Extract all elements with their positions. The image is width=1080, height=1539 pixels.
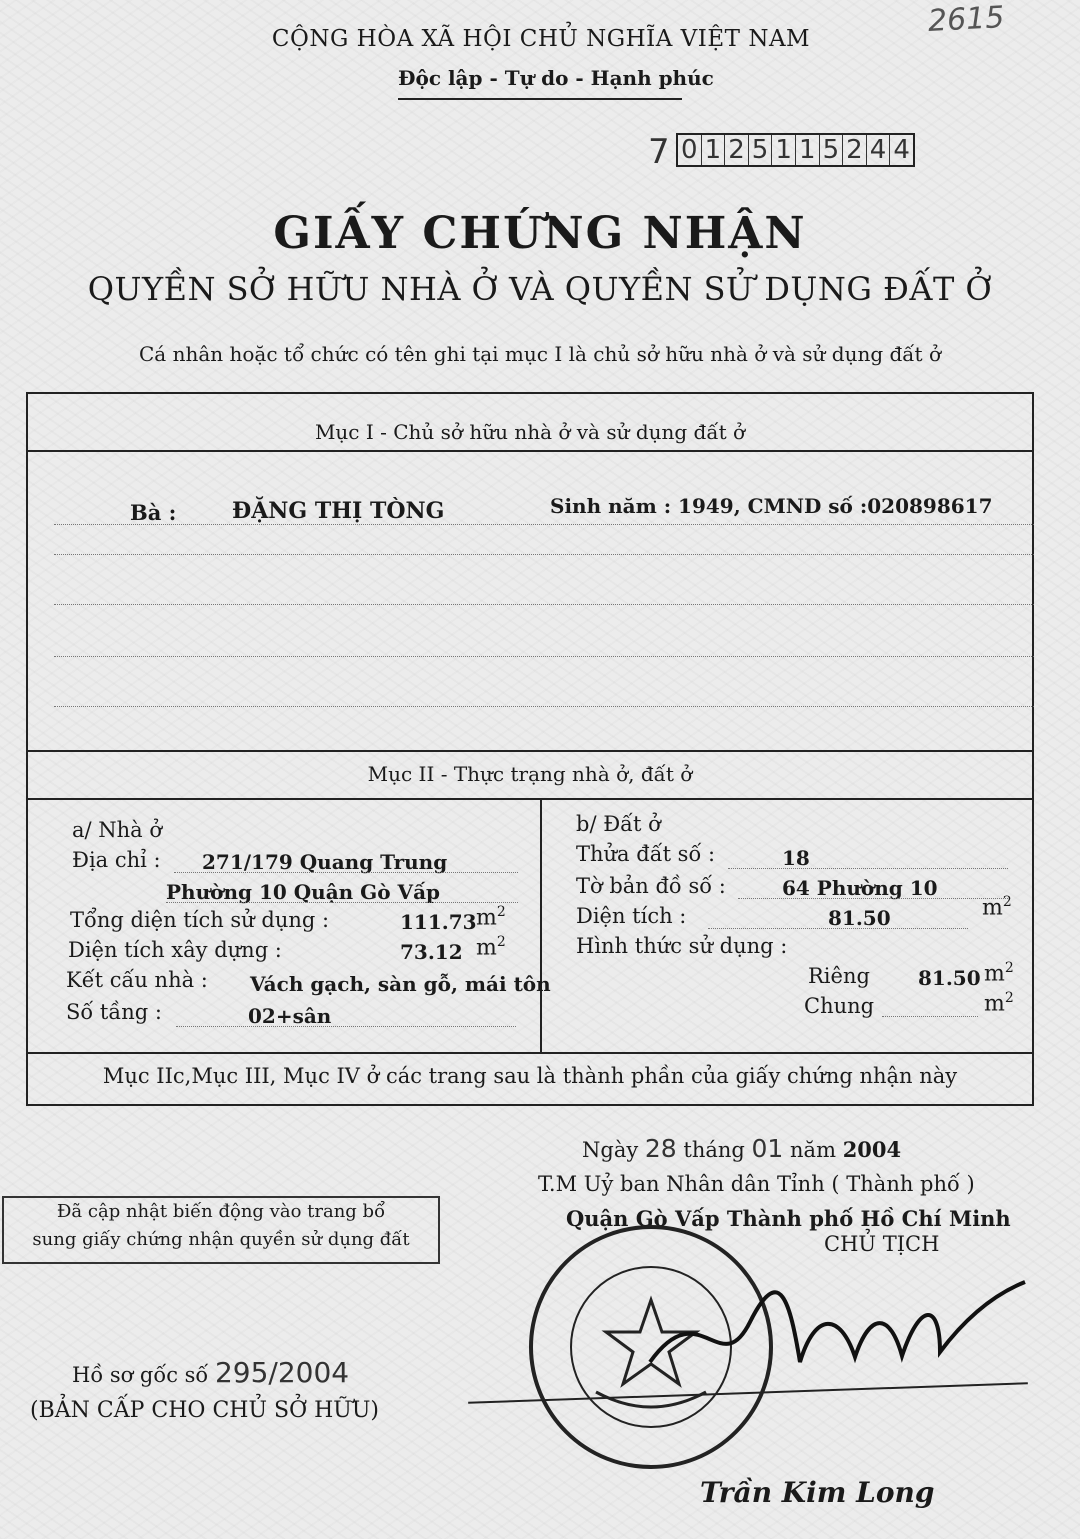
area-unit bbox=[476, 904, 506, 930]
divider bbox=[28, 1052, 1032, 1054]
built-area-value: 73.12 bbox=[400, 940, 463, 964]
map-value: 64 Phường 10 bbox=[782, 876, 938, 900]
update-note-box bbox=[2, 1196, 440, 1264]
serial-digit: 5 bbox=[748, 135, 772, 165]
address-line1: 271/179 Quang Trung bbox=[202, 850, 448, 874]
record-number bbox=[72, 1356, 349, 1389]
private-area-value: 81.50 bbox=[918, 966, 981, 990]
nation-text: CỘNG HÒA XÃ HỘI CHỦ NGHĨA VIỆT NAM bbox=[271, 26, 811, 52]
private-label: Riêng bbox=[808, 964, 870, 988]
total-area-label: Tổng diện tích sử dụng : bbox=[70, 908, 330, 932]
section2-heading: Mục II - Thực trạng nhà ở, đất ở bbox=[367, 762, 693, 786]
serial-digit: 2 bbox=[724, 135, 748, 165]
land-area-label: Diện tích : bbox=[576, 904, 687, 928]
dotted-line bbox=[166, 902, 518, 903]
serial-digit: 1 bbox=[701, 135, 725, 165]
plot-value: 18 bbox=[782, 846, 810, 870]
document-title: GIẤY CHỨNG NHẬN bbox=[273, 208, 807, 259]
built-area-label: Diện tích xây dựng : bbox=[68, 938, 282, 962]
dotted-line bbox=[176, 1026, 516, 1027]
serial-digit: 0 bbox=[681, 135, 698, 165]
house-label: a/ Nhà ở bbox=[72, 818, 163, 842]
dotted-line bbox=[54, 656, 1034, 657]
footer-note: Mục IIc,Mục III, Mục IV ở các trang sau là thành phần của giấy chứng nhận này bbox=[102, 1064, 958, 1088]
nation-heading bbox=[0, 26, 1080, 52]
dotted-line bbox=[708, 928, 968, 929]
committee-line: T.M Uỷ ban Nhân dân Tỉnh ( Thành phố ) bbox=[538, 1172, 975, 1196]
unit-sup: 2 bbox=[496, 904, 506, 920]
shared-label: Chung bbox=[804, 994, 875, 1018]
usage-label: Hình thức sử dụng : bbox=[576, 934, 788, 958]
dotted-line bbox=[54, 554, 1034, 555]
floors-value: 02+sân bbox=[248, 1004, 332, 1028]
date-month: 01 bbox=[751, 1134, 784, 1163]
month-label: tháng bbox=[683, 1138, 745, 1162]
area-unit bbox=[984, 990, 1014, 1016]
serial-digit: 1 bbox=[795, 135, 819, 165]
unit-sup: 2 bbox=[1004, 990, 1014, 1006]
map-label: Tờ bản đồ số : bbox=[576, 874, 726, 898]
structure-label: Kết cấu nhà : bbox=[66, 968, 208, 992]
handwritten-corner-mark: 2615 bbox=[927, 0, 1006, 39]
record-label: Hồ sơ gốc số bbox=[72, 1363, 209, 1387]
issuing-organization: Quận Gò Vấp Thành phố Hồ Chí Minh bbox=[566, 1206, 1011, 1231]
serial-prefix: 7 bbox=[648, 132, 670, 172]
divider bbox=[28, 450, 1032, 452]
unit-sup: 2 bbox=[1004, 960, 1014, 976]
structure-value: Vách gạch, sàn gỗ, mái tôn bbox=[250, 972, 551, 996]
intro-text: Cá nhân hoặc tổ chức có tên ghi tại mục I là chủ sở hữu nhà ở và sử dụng đất ở bbox=[139, 342, 941, 366]
document-subtitle: QUYỀN SỞ HỮU NHÀ Ở VÀ QUYỀN SỬ DỤNG ĐẤT Ở bbox=[87, 270, 993, 308]
serial-digit: 2 bbox=[842, 135, 866, 165]
serial-digit: 1 bbox=[771, 135, 795, 165]
divider bbox=[28, 798, 1032, 800]
dotted-line bbox=[738, 898, 1008, 899]
address-label: Địa chỉ : bbox=[72, 848, 161, 872]
issue-date bbox=[582, 1134, 901, 1163]
date-prefix: Ngày bbox=[582, 1138, 639, 1162]
area-unit bbox=[984, 960, 1014, 986]
dotted-line bbox=[54, 524, 1034, 525]
area-unit bbox=[982, 894, 1012, 920]
serial-digit: 4 bbox=[889, 135, 913, 165]
serial-number-box bbox=[676, 133, 915, 167]
signature-icon bbox=[640, 1272, 1030, 1392]
unit-text: m bbox=[476, 905, 497, 931]
unit-sup: 2 bbox=[496, 934, 506, 950]
signer-name: Trần Kim Long bbox=[700, 1476, 935, 1509]
dotted-line bbox=[728, 868, 1008, 869]
address-line2: Phường 10 Quận Gò Vấp bbox=[166, 880, 441, 904]
signer-title: CHỦ TỊCH bbox=[824, 1232, 940, 1256]
floors-label: Số tầng : bbox=[66, 1000, 162, 1024]
divider bbox=[28, 750, 1032, 752]
owner-birth-id: Sinh năm : 1949, CMND số :020898617 bbox=[550, 494, 993, 518]
date-day: 28 bbox=[644, 1134, 677, 1163]
unit-text: m bbox=[476, 935, 497, 961]
motto-underline bbox=[398, 98, 682, 100]
serial-digit: 5 bbox=[819, 135, 843, 165]
record-value: 295/2004 bbox=[214, 1356, 350, 1389]
dotted-line bbox=[54, 706, 1034, 707]
dotted-line bbox=[174, 872, 518, 873]
owner-prefix: Bà : bbox=[130, 500, 177, 525]
unit-text: m bbox=[984, 991, 1005, 1017]
dotted-line bbox=[882, 1016, 978, 1017]
unit-sup: 2 bbox=[1002, 894, 1012, 910]
area-unit bbox=[476, 934, 506, 960]
land-label: b/ Đất ở bbox=[576, 812, 661, 836]
year-label: năm bbox=[790, 1138, 836, 1162]
unit-text: m bbox=[982, 895, 1003, 921]
section1-heading: Mục I - Chủ sở hữu nhà ở và sử dụng đất ở bbox=[314, 420, 746, 444]
update-note-line: Đã cập nhật biến động vào trang bổ bbox=[56, 1201, 386, 1222]
motto: Độc lập - Tự do - Hạnh phúc bbox=[398, 66, 714, 90]
unit-text: m bbox=[984, 961, 1005, 987]
update-note-line: sung giấy chứng nhận quyền sử dụng đất bbox=[32, 1229, 410, 1250]
serial-digit: 4 bbox=[866, 135, 890, 165]
dotted-line bbox=[54, 604, 1034, 605]
copy-note: (BẢN CẤP CHO CHỦ SỞ HỮU) bbox=[30, 1398, 379, 1423]
owner-name: ĐẶNG THỊ TÒNG bbox=[232, 498, 445, 524]
plot-label: Thửa đất số : bbox=[576, 842, 716, 866]
land-area-value: 81.50 bbox=[828, 906, 891, 930]
certificate-table bbox=[26, 392, 1034, 1106]
date-year: 2004 bbox=[842, 1137, 902, 1162]
total-area-value: 111.73 bbox=[400, 910, 477, 934]
column-divider bbox=[540, 798, 542, 1054]
